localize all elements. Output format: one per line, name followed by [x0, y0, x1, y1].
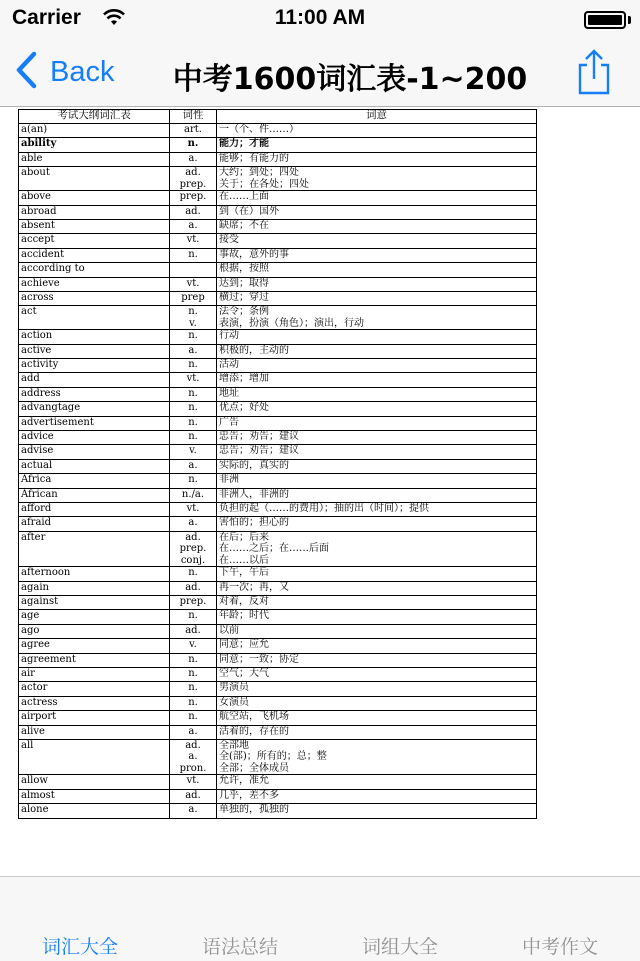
table-row — [19, 567, 537, 581]
meaning-cell: 积极的，主动的 — [217, 344, 537, 358]
tab-label: 中考作文 — [521, 936, 598, 958]
document-viewer[interactable] — [0, 107, 640, 876]
word-cell: afternoon — [19, 567, 170, 581]
word-cell: again — [19, 581, 170, 595]
word-cell: advise — [19, 445, 170, 459]
meaning-cell: 全部地 全(部)；所有的；总；整 全部；全体成员 — [217, 739, 537, 775]
share-button[interactable] — [574, 48, 614, 100]
pos-cell — [170, 263, 217, 277]
pos-cell: n. — [170, 359, 217, 373]
pos-cell: vt. — [170, 775, 217, 789]
meaning-cell: 实际的，真实的 — [217, 459, 537, 473]
word-cell: agreement — [19, 653, 170, 667]
meaning-cell: 广告 — [217, 416, 537, 430]
vocabulary-table — [18, 109, 537, 819]
battery-icon — [584, 11, 626, 29]
table-row — [19, 402, 537, 416]
table-row — [19, 696, 537, 710]
word-cell: ability — [19, 138, 170, 152]
pos-cell: n. — [170, 138, 217, 152]
meaning-cell: 航空站，飞机场 — [217, 711, 537, 725]
pos-cell: n. — [170, 711, 217, 725]
table-row — [19, 387, 537, 401]
table-row — [19, 263, 537, 277]
table-row — [19, 416, 537, 430]
pos-cell: ad. — [170, 581, 217, 595]
pos-cell: a. — [170, 152, 217, 166]
word-cell: almost — [19, 789, 170, 803]
table-row — [19, 668, 537, 682]
table-row — [19, 248, 537, 262]
word-cell: address — [19, 387, 170, 401]
meaning-cell: 以前 — [217, 624, 537, 638]
meaning-cell: 增添；增加 — [217, 373, 537, 387]
word-cell: ago — [19, 624, 170, 638]
word-cell: alive — [19, 725, 170, 739]
table-row — [19, 138, 537, 152]
meaning-cell: 到（在）国外 — [217, 205, 537, 219]
meaning-cell: 再一次；再，又 — [217, 581, 537, 595]
meaning-cell: 允许，准允 — [217, 775, 537, 789]
word-cell: a(an) — [19, 124, 170, 138]
table-row — [19, 474, 537, 488]
word-cell: across — [19, 291, 170, 305]
pos-cell: n. — [170, 248, 217, 262]
meaning-cell: 同意；应允 — [217, 639, 537, 653]
status-time: 11:00 AM — [274, 6, 366, 29]
table-row — [19, 431, 537, 445]
header-meaning: 词意 — [217, 110, 537, 124]
tab-essays[interactable] — [480, 877, 640, 961]
table-row — [19, 124, 537, 138]
pos-cell: a. — [170, 219, 217, 233]
table-row — [19, 531, 537, 567]
table-row — [19, 739, 537, 775]
pos-cell: ad. — [170, 205, 217, 219]
table-row — [19, 234, 537, 248]
word-cell: alone — [19, 804, 170, 818]
table-row — [19, 653, 537, 667]
tab-bar — [0, 876, 640, 961]
back-label: Back — [50, 55, 115, 88]
meaning-cell: 接受 — [217, 234, 537, 248]
pos-cell: n. — [170, 416, 217, 430]
table-row — [19, 639, 537, 653]
table-row — [19, 517, 537, 531]
tab-vocabulary[interactable] — [0, 877, 160, 961]
table-row — [19, 804, 537, 818]
pos-cell: vt. — [170, 277, 217, 291]
meaning-cell: 法令；条例 表演，扮演（角色）；演出，行动 — [217, 306, 537, 330]
word-cell: according to — [19, 263, 170, 277]
meaning-cell: 在后；后来 在……之后；在……后面 在……以后 — [217, 531, 537, 567]
pos-cell: n. — [170, 653, 217, 667]
navigation-bar — [0, 40, 640, 107]
table-row — [19, 330, 537, 344]
meaning-cell: 根据，按照 — [217, 263, 537, 277]
pos-cell: ad. — [170, 789, 217, 803]
meaning-cell: 活着的，存在的 — [217, 725, 537, 739]
word-cell: African — [19, 488, 170, 502]
word-cell: accident — [19, 248, 170, 262]
word-cell: afford — [19, 502, 170, 516]
meaning-cell: 非洲人，非洲的 — [217, 488, 537, 502]
meaning-cell: 空气；大气 — [217, 668, 537, 682]
pos-cell: n. — [170, 330, 217, 344]
pos-cell: vt. — [170, 234, 217, 248]
meaning-cell: 忠告；劝告；建议 — [217, 445, 537, 459]
tab-label: 词汇大全 — [41, 936, 118, 958]
table-row — [19, 191, 537, 205]
table-row — [19, 624, 537, 638]
table-row — [19, 711, 537, 725]
meaning-cell: 缺席；不在 — [217, 219, 537, 233]
word-cell: airport — [19, 711, 170, 725]
pos-cell: n. — [170, 431, 217, 445]
pos-cell: a. — [170, 344, 217, 358]
meaning-cell: 几乎，差不多 — [217, 789, 537, 803]
pos-cell: a. — [170, 517, 217, 531]
table-row — [19, 581, 537, 595]
word-cell: achieve — [19, 277, 170, 291]
word-cell: age — [19, 610, 170, 624]
pos-cell: v. — [170, 445, 217, 459]
meaning-cell: 事故，意外的事 — [217, 248, 537, 262]
pos-cell: n. — [170, 696, 217, 710]
pos-cell: vt. — [170, 373, 217, 387]
meaning-cell: 非洲 — [217, 474, 537, 488]
pos-cell: n. v. — [170, 306, 217, 330]
word-cell: accept — [19, 234, 170, 248]
meaning-cell: 能够；有能力的 — [217, 152, 537, 166]
meaning-cell: 女演员 — [217, 696, 537, 710]
word-cell: add — [19, 373, 170, 387]
table-row — [19, 344, 537, 358]
meaning-cell: 一（个、件……） — [217, 124, 537, 138]
word-cell: actual — [19, 459, 170, 473]
pos-cell: ad. prep. — [170, 167, 217, 191]
meaning-cell: 负担的起（……的费用）；抽的出（时间）；提供 — [217, 502, 537, 516]
word-cell: against — [19, 596, 170, 610]
table-row — [19, 167, 537, 191]
chevron-left-icon — [14, 51, 38, 93]
table-row — [19, 205, 537, 219]
word-cell: activity — [19, 359, 170, 373]
tab-grammar[interactable] — [160, 877, 320, 961]
word-cell: all — [19, 739, 170, 775]
pos-cell: n. — [170, 474, 217, 488]
table-row — [19, 502, 537, 516]
table-row — [19, 373, 537, 387]
pos-cell: vt. — [170, 502, 217, 516]
tab-label: 语法总结 — [201, 936, 278, 958]
status-bar — [0, 0, 640, 40]
word-cell: after — [19, 531, 170, 567]
pos-cell: ad. — [170, 624, 217, 638]
meaning-cell: 同意；一致；协定 — [217, 653, 537, 667]
pos-cell: a. — [170, 459, 217, 473]
meaning-cell: 单独的，孤独的 — [217, 804, 537, 818]
pos-cell: n. — [170, 402, 217, 416]
meaning-cell: 优点；好处 — [217, 402, 537, 416]
pos-cell: n./a. — [170, 488, 217, 502]
meaning-cell: 害怕的；担心的 — [217, 517, 537, 531]
pos-cell: n. — [170, 682, 217, 696]
header-pos: 词性 — [170, 110, 217, 124]
table-row — [19, 152, 537, 166]
table-row — [19, 725, 537, 739]
pos-cell: ad. prep. conj. — [170, 531, 217, 567]
pos-cell: art. — [170, 124, 217, 138]
table-row — [19, 359, 537, 373]
word-cell: act — [19, 306, 170, 330]
table-row — [19, 277, 537, 291]
pos-cell: n. — [170, 567, 217, 581]
back-button[interactable] — [14, 52, 114, 92]
table-row — [19, 789, 537, 803]
meaning-cell: 大约；到处；四处 关于；在各处；四处 — [217, 167, 537, 191]
pos-cell: a. — [170, 804, 217, 818]
word-cell: abroad — [19, 205, 170, 219]
meaning-cell: 活动 — [217, 359, 537, 373]
tab-phrases[interactable] — [320, 877, 480, 961]
word-cell: advice — [19, 431, 170, 445]
tab-label: 词组大全 — [361, 936, 438, 958]
table-row — [19, 219, 537, 233]
pos-cell: n. — [170, 668, 217, 682]
table-row — [19, 306, 537, 330]
word-cell: actress — [19, 696, 170, 710]
word-cell: actor — [19, 682, 170, 696]
header-word: 考试大纲词汇表 — [19, 110, 170, 124]
meaning-cell: 地址 — [217, 387, 537, 401]
table-row — [19, 682, 537, 696]
table-row — [19, 488, 537, 502]
word-cell: agree — [19, 639, 170, 653]
word-cell: allow — [19, 775, 170, 789]
word-cell: advangtage — [19, 402, 170, 416]
pos-cell: ad. a. pron. — [170, 739, 217, 775]
share-icon — [574, 81, 614, 100]
pos-cell: prep — [170, 291, 217, 305]
pos-cell: prep. — [170, 596, 217, 610]
word-cell: Africa — [19, 474, 170, 488]
meaning-cell: 对着，反对 — [217, 596, 537, 610]
meaning-cell: 在……上面 — [217, 191, 537, 205]
meaning-cell: 行动 — [217, 330, 537, 344]
word-cell: able — [19, 152, 170, 166]
table-row — [19, 775, 537, 789]
word-cell: about — [19, 167, 170, 191]
vocabulary-rows — [19, 124, 537, 819]
table-row — [19, 610, 537, 624]
word-cell: absent — [19, 219, 170, 233]
pos-cell: v. — [170, 639, 217, 653]
meaning-cell: 能力；才能 — [217, 138, 537, 152]
meaning-cell: 年龄；时代 — [217, 610, 537, 624]
pos-cell: n. — [170, 610, 217, 624]
carrier-name: Carrier — [12, 6, 81, 29]
word-cell: active — [19, 344, 170, 358]
battery-tip — [628, 16, 631, 24]
meaning-cell: 下午，午后 — [217, 567, 537, 581]
word-cell: air — [19, 668, 170, 682]
table-row — [19, 596, 537, 610]
page-title: 中考1600词汇表-1~200 — [172, 62, 528, 97]
pos-cell: a. — [170, 725, 217, 739]
word-cell: action — [19, 330, 170, 344]
pos-cell: prep. — [170, 191, 217, 205]
word-cell: afraid — [19, 517, 170, 531]
meaning-cell: 横过；穿过 — [217, 291, 537, 305]
table-header-row — [19, 110, 537, 124]
pos-cell: n. — [170, 387, 217, 401]
word-cell: advertisement — [19, 416, 170, 430]
table-row — [19, 291, 537, 305]
word-cell: above — [19, 191, 170, 205]
meaning-cell: 忠告；劝告；建议 — [217, 431, 537, 445]
meaning-cell: 男演员 — [217, 682, 537, 696]
meaning-cell: 达到；取得 — [217, 277, 537, 291]
table-row — [19, 459, 537, 473]
table-row — [19, 445, 537, 459]
